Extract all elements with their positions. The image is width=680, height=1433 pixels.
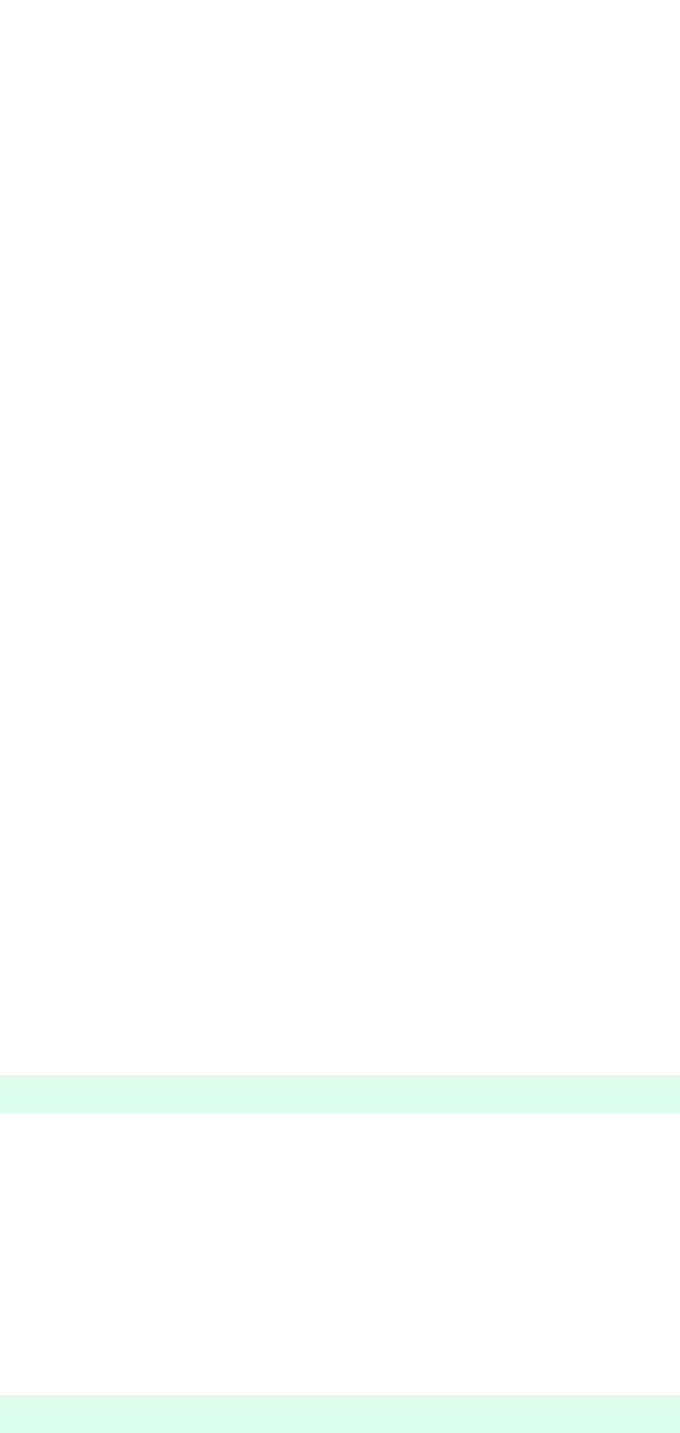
leaves-figure-1	[0, 290, 680, 490]
leaves-figure-3	[0, 1160, 680, 1360]
bottom-highlight	[0, 1395, 680, 1433]
leaves-figure-2	[0, 768, 680, 968]
answer-box	[0, 1075, 680, 1113]
